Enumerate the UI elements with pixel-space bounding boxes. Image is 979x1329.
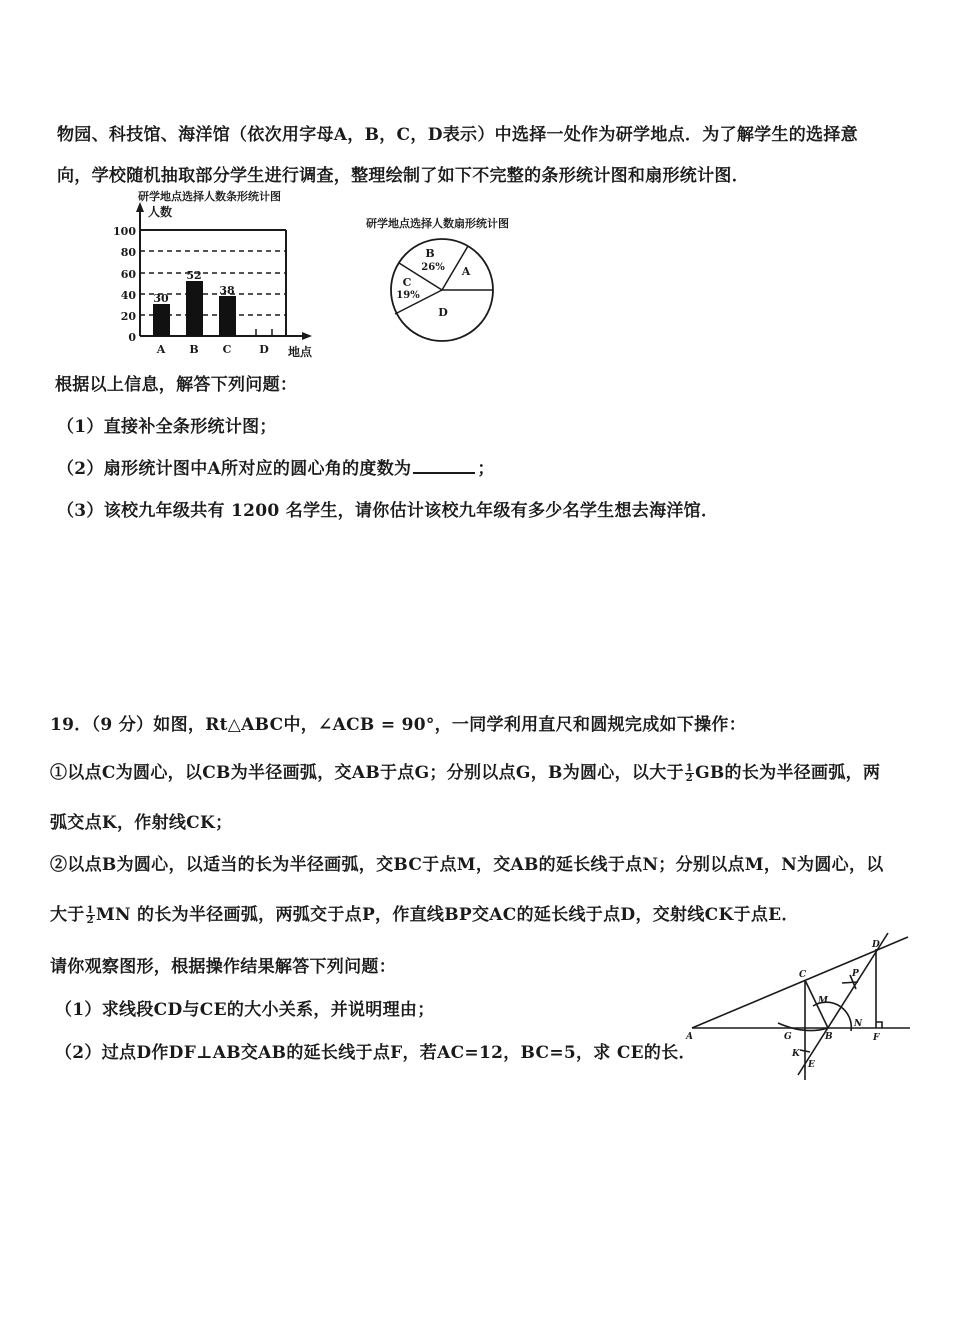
step1-text-b: GB的长为半径画弧，两 <box>695 763 881 783</box>
bar-B-value: 52 <box>186 269 202 282</box>
problem19-step1 <box>50 758 880 783</box>
point-N: N <box>854 1019 863 1029</box>
pie-chart-title: 研学地点选择人数扇形统计图 <box>366 217 509 230</box>
pie-label-D: D <box>438 306 448 319</box>
step1-text-a: ①以点C为圆心，以CB为半径画弧，交AB于点G；分别以点G，B为圆心，以大于 <box>50 763 684 783</box>
problem18-q1: （1）直接补全条形统计图； <box>57 417 277 437</box>
pie-label-B: B <box>425 247 435 260</box>
problem19-step2: ②以点B为圆心，以适当的长为半径画弧，交BC于点M，交AB的延长线于点N；分别以点M，N为圆心，以 <box>50 855 884 875</box>
pie-label-C: C <box>402 276 412 289</box>
pie-chart <box>385 235 500 345</box>
xcat-A: A <box>156 343 166 356</box>
ytick-0: 0 <box>128 331 136 344</box>
point-C: C <box>799 970 807 980</box>
problem18-q2-text: （2）扇形统计图中A所对应的圆心角的度数为 <box>57 459 412 479</box>
bar-chart-xlabel: 地点 <box>288 345 313 359</box>
pie-label-A: A <box>461 265 471 278</box>
point-D: D <box>872 940 880 950</box>
ytick-20: 20 <box>120 310 136 323</box>
ytick-100: 100 <box>113 225 136 238</box>
step2-text-pre: 大于 <box>50 905 85 925</box>
point-E: E <box>808 1060 815 1070</box>
xcat-D: D <box>259 343 269 356</box>
xcat-B: B <box>189 343 199 356</box>
point-G: G <box>784 1032 792 1042</box>
bar-chart-title: 研学地点选择人数条形统计图 <box>138 190 281 203</box>
ytick-80: 80 <box>120 246 136 259</box>
problem18-q2 <box>57 454 495 479</box>
fraction-half: $\frac{1}{2}$ <box>86 905 94 926</box>
point-A: A <box>686 1032 693 1042</box>
pie-percent-B: 26% <box>421 262 445 273</box>
point-F: F <box>873 1033 880 1043</box>
geometry-figure <box>680 925 920 1085</box>
problem19-lead: 请你观察图形，根据操作结果解答下列问题： <box>50 957 396 977</box>
bar-A-value: 30 <box>153 292 169 305</box>
fraction-half: $\frac{1}{2}$ <box>685 763 694 784</box>
xcat-C: C <box>222 343 232 356</box>
problem18-q3: （3）该校九年级共有 1200 名学生，请你估计该校九年级有多少名学生想去海洋馆． <box>57 501 719 521</box>
problem18-intro-line2: 向，学校随机抽取部分学生进行调查，整理绘制了如下不完整的条形统计图和扇形统计图． <box>57 166 749 186</box>
ytick-60: 60 <box>120 268 136 281</box>
bar-B <box>186 281 203 336</box>
problem19-step1-cont: 弧交点K，作射线CK； <box>50 813 233 833</box>
point-P: P <box>852 969 859 979</box>
problem18-intro-line1: 物园、科技馆、海洋馆（依次用字母A，B，C，D表示）中选择一处作为研学地点．为了解学生的选择意 <box>57 125 858 145</box>
problem19-q2: （2）过点D作DF⊥AB交AB的延长线于点F，若AC=12，BC=5，求 CE的长． <box>55 1043 696 1063</box>
pie-percent-C: 19% <box>396 290 420 301</box>
problem19-step2-cont <box>50 900 799 925</box>
point-K: K <box>792 1049 800 1059</box>
problem18-lead: 根据以上信息，解答下列问题： <box>55 375 298 395</box>
bar-chart <box>108 200 348 360</box>
bar-C-value: 38 <box>219 284 235 297</box>
problem19-header: 19．（9 分）如图，Rt△ABC中，∠ACB = 90°，一同学利用直尺和圆规完成如下操作： <box>50 715 747 735</box>
problem19-q1: （1）求线段CD与CE的大小关系，并说明理由； <box>55 1000 435 1020</box>
bar-C <box>219 296 236 336</box>
point-M: M <box>818 996 828 1006</box>
answer-blank[interactable] <box>413 456 475 474</box>
step2-text-b: MN 的长为半径画弧，两弧交于点P，作直线BP交AC的延长线于点D，交射线CK于点E． <box>95 905 799 925</box>
point-B: B <box>825 1032 833 1042</box>
bar-A <box>153 304 170 336</box>
ytick-40: 40 <box>120 289 136 302</box>
bar-chart-ylabel: 人数 <box>148 205 173 219</box>
problem18-q2-end: ； <box>477 459 495 479</box>
